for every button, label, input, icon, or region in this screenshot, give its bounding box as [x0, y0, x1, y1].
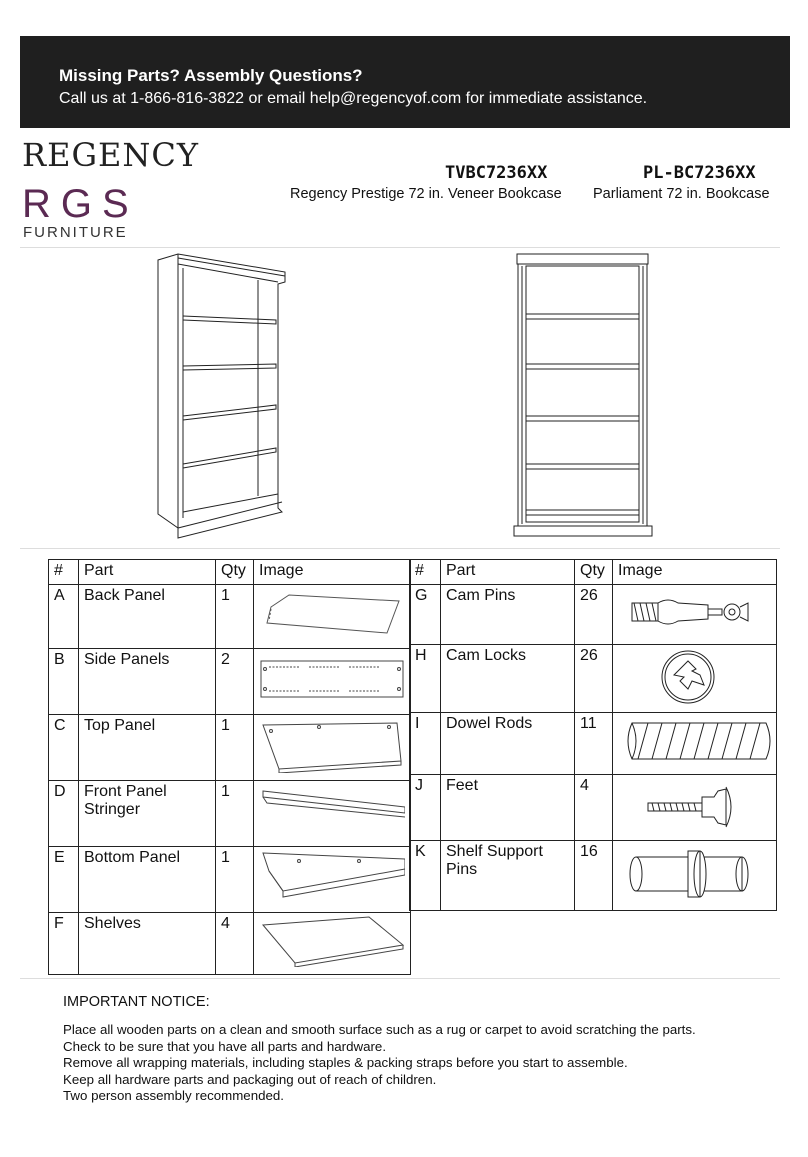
notice-line: Keep all hardware parts and packaging out of reach of children.	[63, 1071, 437, 1087]
side-panel-icon	[259, 651, 405, 707]
part-name: Bottom Panel	[79, 847, 216, 913]
table-row	[49, 649, 411, 715]
product-name-2: Parliament 72 in. Bookcase	[593, 186, 770, 202]
col-header-qty: Qty	[575, 560, 613, 585]
part-name: Feet	[441, 775, 575, 841]
part-image-cell	[613, 713, 777, 775]
shelf-icon	[259, 915, 405, 967]
stringer-icon	[259, 783, 405, 839]
important-notice	[63, 994, 783, 1105]
regency-logo: REGENCY	[22, 136, 199, 174]
part-image-cell	[613, 775, 777, 841]
col-header-part: Part	[79, 560, 216, 585]
part-qty: 11	[575, 713, 613, 775]
part-image-cell	[254, 781, 411, 847]
table-row	[410, 713, 777, 775]
notice-line: Remove all wrapping materials, including staples & packing straps before you start to assemble.	[63, 1055, 628, 1070]
top-panel-icon	[259, 717, 405, 773]
table-header-row	[410, 560, 777, 585]
col-header-qty: Qty	[216, 560, 254, 585]
part-id: C	[49, 715, 79, 781]
part-qty: 2	[216, 649, 254, 715]
part-image-cell	[254, 649, 411, 715]
part-id: G	[410, 585, 441, 645]
part-name: Top Panel	[79, 715, 216, 781]
rgs-furniture-label: FURNITURE	[23, 224, 128, 241]
table-row	[49, 847, 411, 913]
table-row	[410, 841, 777, 911]
notice-line: Check to be sure that you have all parts and hardware.	[63, 1038, 387, 1054]
part-name: Front Panel Stringer	[79, 781, 216, 847]
cam-pin-icon	[618, 587, 768, 635]
part-qty: 26	[575, 585, 613, 645]
part-qty: 1	[216, 585, 254, 649]
table-row	[49, 585, 411, 649]
part-image-cell	[254, 913, 411, 975]
cam-lock-icon	[618, 647, 768, 705]
divider	[20, 548, 780, 549]
part-qty: 4	[575, 775, 613, 841]
part-id: I	[410, 713, 441, 775]
col-header-number: #	[49, 560, 79, 585]
part-qty: 1	[216, 847, 254, 913]
table-row	[49, 715, 411, 781]
table-row	[49, 913, 411, 975]
part-name: Back Panel	[79, 585, 216, 649]
notice-title: IMPORTANT NOTICE:	[63, 994, 210, 1010]
part-image-cell	[613, 645, 777, 713]
table-header-row	[49, 560, 411, 585]
bottom-panel-icon	[259, 849, 405, 905]
part-id: D	[49, 781, 79, 847]
table-row	[410, 585, 777, 645]
part-name: Shelves	[79, 913, 216, 975]
part-qty: 16	[575, 841, 613, 911]
col-header-image: Image	[254, 560, 411, 585]
part-qty: 1	[216, 781, 254, 847]
table-row	[49, 781, 411, 847]
part-qty: 4	[216, 913, 254, 975]
part-image-cell	[613, 841, 777, 911]
product-name-1: Regency Prestige 72 in. Veneer Bookcase	[290, 186, 562, 202]
part-id: E	[49, 847, 79, 913]
table-row	[410, 645, 777, 713]
back-panel-icon	[259, 587, 405, 641]
banner-question: Missing Parts? Assembly Questions?	[59, 66, 363, 85]
product-model-1: TVBC7236XX	[445, 163, 548, 183]
dowel-rod-icon	[618, 715, 778, 767]
part-image-cell	[613, 585, 777, 645]
divider	[20, 247, 780, 248]
part-image-cell	[254, 585, 411, 649]
col-header-part: Part	[441, 560, 575, 585]
part-name: Side Panels	[79, 649, 216, 715]
part-qty: 26	[575, 645, 613, 713]
support-banner	[20, 36, 790, 128]
part-name: Cam Pins	[441, 585, 575, 645]
parts-table-left	[48, 559, 411, 975]
product-model-2: PL-BC7236XX	[643, 163, 756, 183]
part-id: B	[49, 649, 79, 715]
col-header-number: #	[410, 560, 441, 585]
part-name: Shelf Support Pins	[441, 841, 575, 911]
notice-line: Two person assembly recommended.	[63, 1088, 284, 1103]
part-image-cell	[254, 847, 411, 913]
notice-line: Place all wooden parts on a clean and smooth surface such as a rug or carpet to avoid scratching the parts.	[63, 1022, 696, 1037]
part-name: Cam Locks	[441, 645, 575, 713]
rgs-logo: RGS	[22, 182, 139, 226]
foot-icon	[618, 777, 768, 833]
part-id: J	[410, 775, 441, 841]
divider	[20, 978, 780, 979]
part-qty: 1	[216, 715, 254, 781]
part-name: Dowel Rods	[441, 713, 575, 775]
parts-table-right	[409, 559, 777, 911]
shelf-pin-icon	[618, 843, 768, 903]
part-id: A	[49, 585, 79, 649]
banner-contact: Call us at 1-866-816-3822 or email help@regencyof.com for immediate assistance.	[59, 90, 648, 107]
bookcase-parliament-illustration	[512, 252, 654, 538]
part-id: K	[410, 841, 441, 911]
col-header-image: Image	[613, 560, 777, 585]
part-image-cell	[254, 715, 411, 781]
part-id: F	[49, 913, 79, 975]
table-row	[410, 775, 777, 841]
bookcase-prestige-illustration	[150, 250, 290, 540]
part-id: H	[410, 645, 441, 713]
